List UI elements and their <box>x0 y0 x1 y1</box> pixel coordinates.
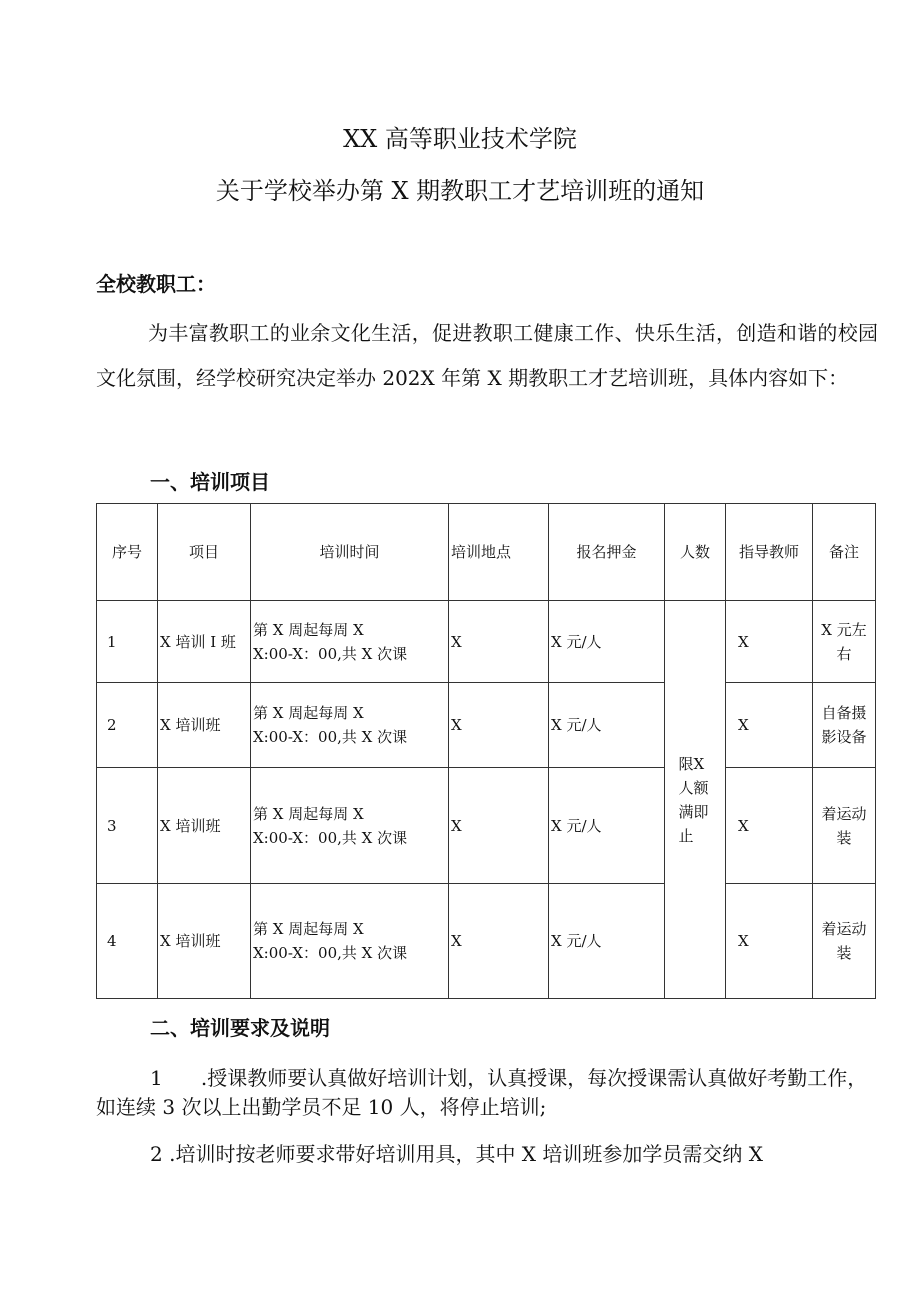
row-note: 自备摄影设备 <box>813 683 876 768</box>
row-time-line1: 第 X 周起每周 X <box>253 704 364 722</box>
header-cell-time: 培训时间 <box>251 504 449 601</box>
row-teacher: X <box>726 768 813 884</box>
row-time-line2: X:00-X：00,共 X 次课 <box>253 728 408 746</box>
document-subtitle: 关于学校举办第 X 期教职工才艺培训班的通知 <box>215 177 705 205</box>
table-header-row <box>97 504 876 601</box>
row-deposit: X 元/人 <box>549 601 665 683</box>
row-place: X <box>449 884 549 999</box>
row-no: 4 <box>97 884 158 999</box>
row-time-line2: X:00-X：00,共 X 次课 <box>253 644 408 663</box>
people-limit-cell <box>665 601 726 999</box>
row-item: X 培训班 <box>158 768 251 884</box>
header-cell-no: 序号 <box>97 504 158 601</box>
header-cell-teacher: 指导教师 <box>726 504 813 601</box>
header-cell-note: 备注 <box>813 504 876 601</box>
requirement-item-1: 1 .授课教师要认真做好培训计划，认真授课，每次授课需认真做好考勤工作，如连续 3 次以上出勤学员不足 10 人，将停止培训; <box>96 1066 868 1119</box>
row-time-line2: X:00-X：00,共 X 次课 <box>253 828 408 847</box>
row-place: X <box>449 683 549 768</box>
row-place: X <box>449 601 549 683</box>
table-row <box>97 683 876 768</box>
header-cell-deposit: 报名押金 <box>549 504 665 601</box>
row-place: X <box>449 768 549 884</box>
salutation: 全校教职工： <box>96 272 216 296</box>
row-time <box>251 601 449 683</box>
row-item: X 培训班 <box>158 683 251 768</box>
row-note: 着运动装 <box>813 768 876 884</box>
section-heading-training-items: 一、培训项目 <box>150 470 270 494</box>
table-row <box>97 601 876 683</box>
people-limit-text: 限X人额满即止 <box>678 754 709 845</box>
table-row <box>97 768 876 884</box>
header-cell-place: 培训地点 <box>449 504 549 601</box>
row-item: X 培训 I 班 <box>158 601 251 683</box>
row-time-line1: 第 X 周起每周 X <box>253 620 364 639</box>
row-teacher: X <box>726 683 813 768</box>
row-teacher: X <box>726 601 813 683</box>
row-time-line1: 第 X 周起每周 X <box>253 804 364 823</box>
row-deposit: X 元/人 <box>549 884 665 999</box>
row-item: X 培训班 <box>158 884 251 999</box>
row-no: 3 <box>97 768 158 884</box>
row-deposit: X 元/人 <box>549 683 665 768</box>
requirement-item-2: 2 .培训时按老师要求带好培训用具，其中 X 培训班参加学员需交纳 X <box>150 1142 763 1166</box>
row-deposit: X 元/人 <box>549 768 665 884</box>
row-time-line1: 第 X 周起每周 X <box>253 920 364 938</box>
training-table <box>96 503 876 999</box>
row-teacher: X <box>726 884 813 999</box>
row-no: 2 <box>97 683 158 768</box>
row-no: 1 <box>97 601 158 683</box>
document-title: XX 高等职业技术学院 <box>343 125 577 153</box>
row-note: 着运动装 <box>813 884 876 999</box>
row-time <box>251 884 449 999</box>
header-cell-count: 人数 <box>665 504 726 601</box>
intro-paragraph: 为丰富教职工的业余文化生活，促进教职工健康工作、快乐生活，创造和谐的校园文化氛围，经学校研究决定举办 202X 年第 X 期教职工才艺培训班，具体内容如下： <box>96 321 878 390</box>
table-row <box>97 884 876 999</box>
row-time <box>251 768 449 884</box>
row-note: X 元左右 <box>813 601 876 683</box>
row-time-line2: X:00-X：00,共 X 次课 <box>253 944 408 962</box>
header-cell-item: 项目 <box>158 504 251 601</box>
row-time <box>251 683 449 768</box>
section-heading-requirements: 二、培训要求及说明 <box>150 1016 330 1040</box>
